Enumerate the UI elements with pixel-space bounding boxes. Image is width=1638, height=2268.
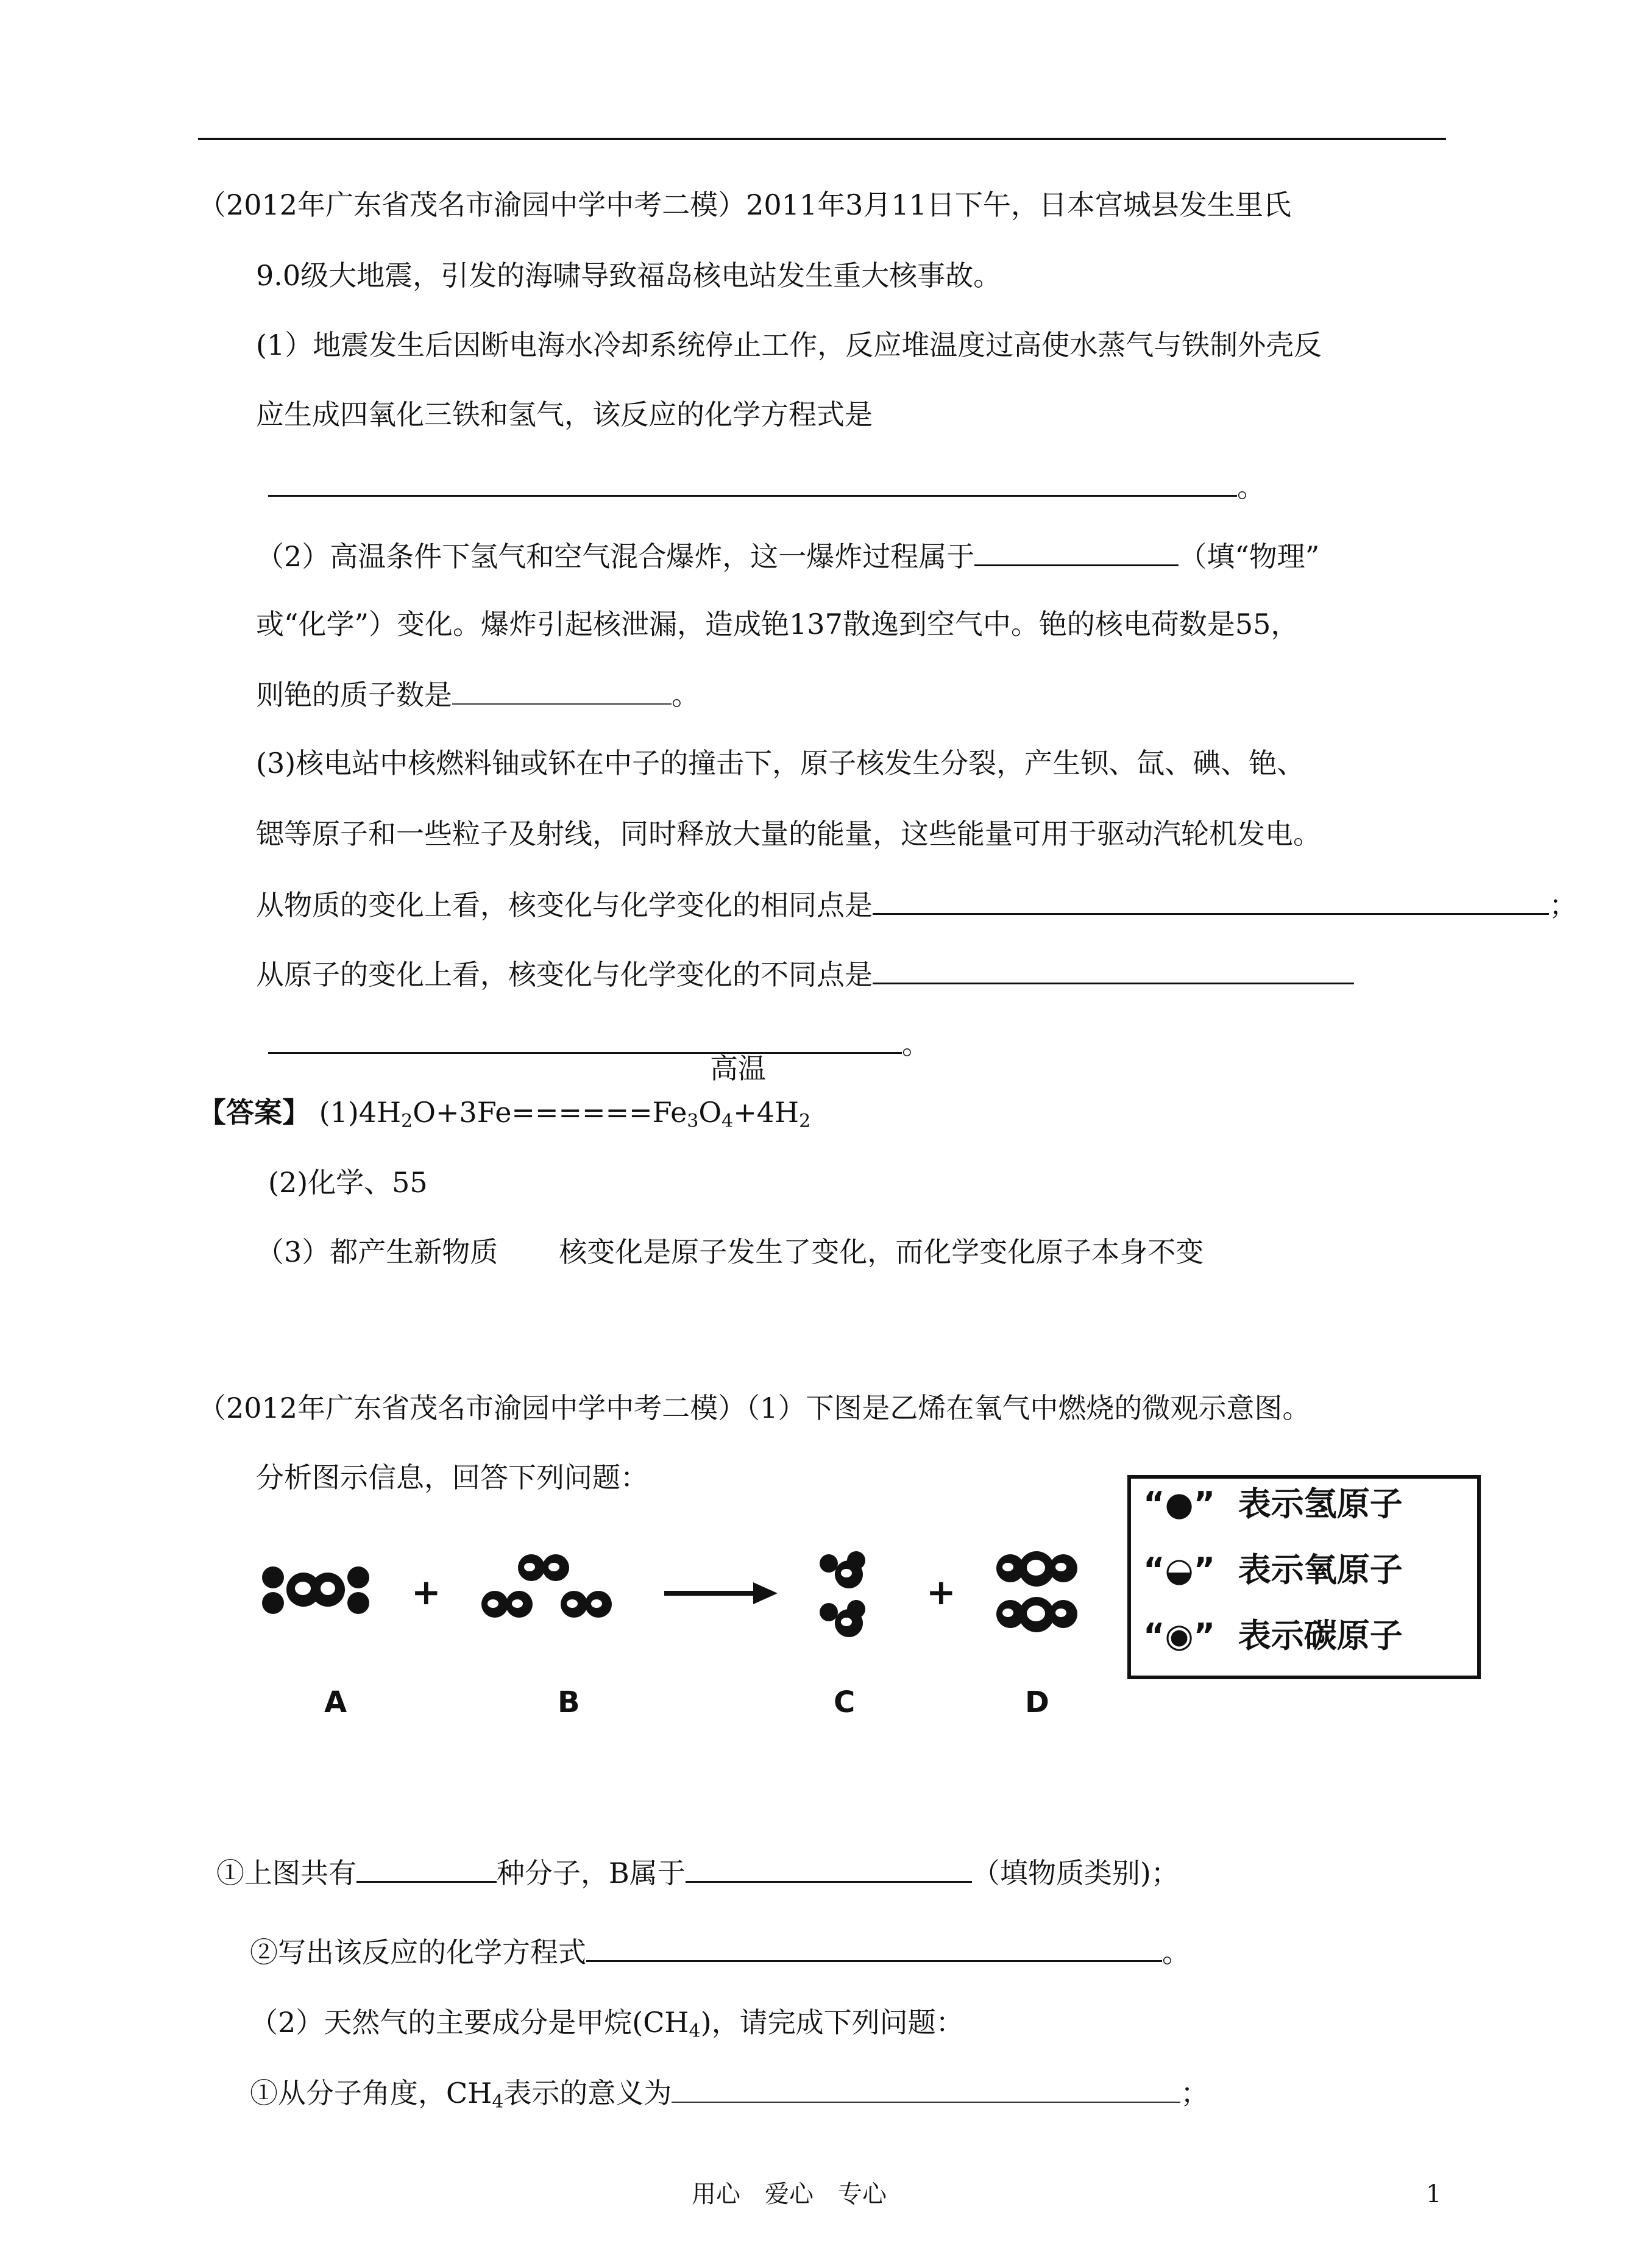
legend-hydrogen: “●” 表示氢原子 (1143, 1485, 1403, 1523)
difference-blank-2[interactable] (268, 1024, 902, 1054)
proton-text: 则铯的质子数是 (256, 678, 452, 711)
plus-sign-1: + (411, 1571, 441, 1613)
header-rule (198, 138, 1446, 140)
answer-line-2: (2)化学、55 (268, 1166, 428, 1199)
q1-line-10: 锶等原子和一些粒子及射线，同时释放大量的能量，这些能量可用于驱动汽轮机发电。 (256, 817, 1321, 850)
difference-blank-1[interactable] (873, 954, 1354, 984)
molecule-count-text: ①上图共有 (216, 1857, 356, 1889)
footer-slogan: 用心 爱心 专心 (692, 2180, 887, 2208)
hydrogen-atom (347, 1566, 369, 1588)
hydrogen-atom (262, 1566, 284, 1588)
molecule-count-blank[interactable] (356, 1853, 497, 1883)
q1-line-1: （2012年广东省茂名市渝园中学中考二模）2011年3月11日下午，日本宫城县发生里氏 (198, 188, 1291, 221)
reaction-arrow-head (753, 1582, 778, 1604)
q1-line-13 (268, 1024, 930, 1062)
reaction-equation-blank[interactable] (586, 1932, 1162, 1962)
q1-line-2: 9.0级大地震，引发的海啸导致福岛核电站发生重大核事故。 (256, 259, 1002, 292)
q2-sub-3: （2）天然气的主要成分是甲烷$(CH_4)$，请完成下列问题： (250, 2006, 964, 2042)
q1-line-11 (256, 885, 1577, 923)
hydrogen-atom (262, 1592, 284, 1614)
label-b: B (558, 1685, 580, 1719)
b-type-text: 种分子，B属于 (497, 1857, 686, 1889)
change-type-blank[interactable] (974, 536, 1179, 566)
q1-part2-text: （2）高温条件下氢气和空气混合爆炸，这一爆炸过程属于 (256, 540, 975, 573)
page-number: 1 (1426, 2180, 1442, 2208)
label-d: D (1025, 1685, 1049, 1719)
semicolon: ； (1549, 889, 1577, 922)
ch4-meaning-blank[interactable] (672, 2074, 1180, 2103)
answer-line-3 (256, 1234, 1204, 1270)
period: 。 (1237, 471, 1265, 503)
q1-part2-hint: （填“物理” (1179, 540, 1320, 573)
q1-line-12 (256, 954, 1354, 993)
q1-line-3: (1）地震发生后因断电海水冷却系统停止工作，反应堆温度过高使水蒸气与铁制外壳反 (256, 329, 1322, 361)
q1-line-7: 或“化学”）变化。爆炸引起核泄漏，造成铯137散逸到空气中。铯的核电荷数是55， (256, 608, 1299, 641)
q1-line-6 (256, 536, 1319, 575)
answer-3b: 核变化是原子发生了变化，而化学变化原子本身不变 (559, 1235, 1204, 1268)
period: 。 (672, 678, 700, 711)
similarity-blank[interactable] (873, 885, 1549, 915)
label-a: A (324, 1685, 347, 1719)
answer-3a: （3）都产生新物质 (256, 1235, 498, 1268)
atom-legend (1127, 1475, 1481, 1679)
period: 。 (1162, 1936, 1190, 1969)
answer-label: 【答案】 (198, 1096, 310, 1129)
q1-line-4: 应生成四氧化三铁和氢气，该反应的化学方程式是 (256, 398, 873, 431)
equation-text: ②写出该反应的化学方程式 (250, 1936, 586, 1969)
q2-line-1: （2012年广东省茂名市渝园中学中考二模）（1）下图是乙烯在氧气中燃烧的微观示意图。 (198, 1392, 1311, 1424)
proton-number-blank[interactable] (452, 675, 672, 705)
hydrogen-atom (347, 1592, 369, 1614)
carbon-atom (311, 1573, 345, 1607)
legend-carbon: “◉” 表示碳原子 (1143, 1616, 1403, 1655)
q1-line-5 (268, 467, 1265, 505)
q2-line-2: 分析图示信息，回答下列问题： (256, 1461, 648, 1494)
q2-sub-2 (250, 1932, 1190, 1971)
label-c: C (834, 1685, 856, 1719)
q1-line-8 (256, 675, 700, 713)
difference-text: 从原子的变化上看，核变化与化学变化的不同点是 (256, 958, 873, 991)
substance-type-blank[interactable] (686, 1853, 972, 1883)
answer-line-1 (198, 1094, 810, 1131)
equation-blank[interactable] (268, 467, 1237, 497)
q2-sub-4: ①从分子角度，$CH_4$表示的意义为 ； (250, 2074, 1208, 2111)
legend-oxygen: “◒” 表示氧原子 (1143, 1551, 1403, 1589)
ethylene-combustion-diagram (250, 1475, 1487, 1731)
reaction-condition: 高温 (710, 1052, 766, 1085)
q2-sub-1 (216, 1853, 1179, 1891)
q1-line-9: (3)核电站中核燃料铀或钚在中子的撞击下，原子核发生分裂，产生钡、氙、碘、铯、 (256, 747, 1305, 780)
answer-equation: $(1)4H_2O+3Fe======Fe_3O_4+4H_2$ (319, 1096, 811, 1132)
period: 。 (902, 1028, 930, 1061)
substance-type-hint: （填物质类别)； (971, 1857, 1179, 1889)
plus-sign-2: + (926, 1571, 956, 1613)
reaction-arrow-line (664, 1591, 756, 1596)
similarity-text: 从物质的变化上看，核变化与化学变化的相同点是 (256, 889, 873, 922)
